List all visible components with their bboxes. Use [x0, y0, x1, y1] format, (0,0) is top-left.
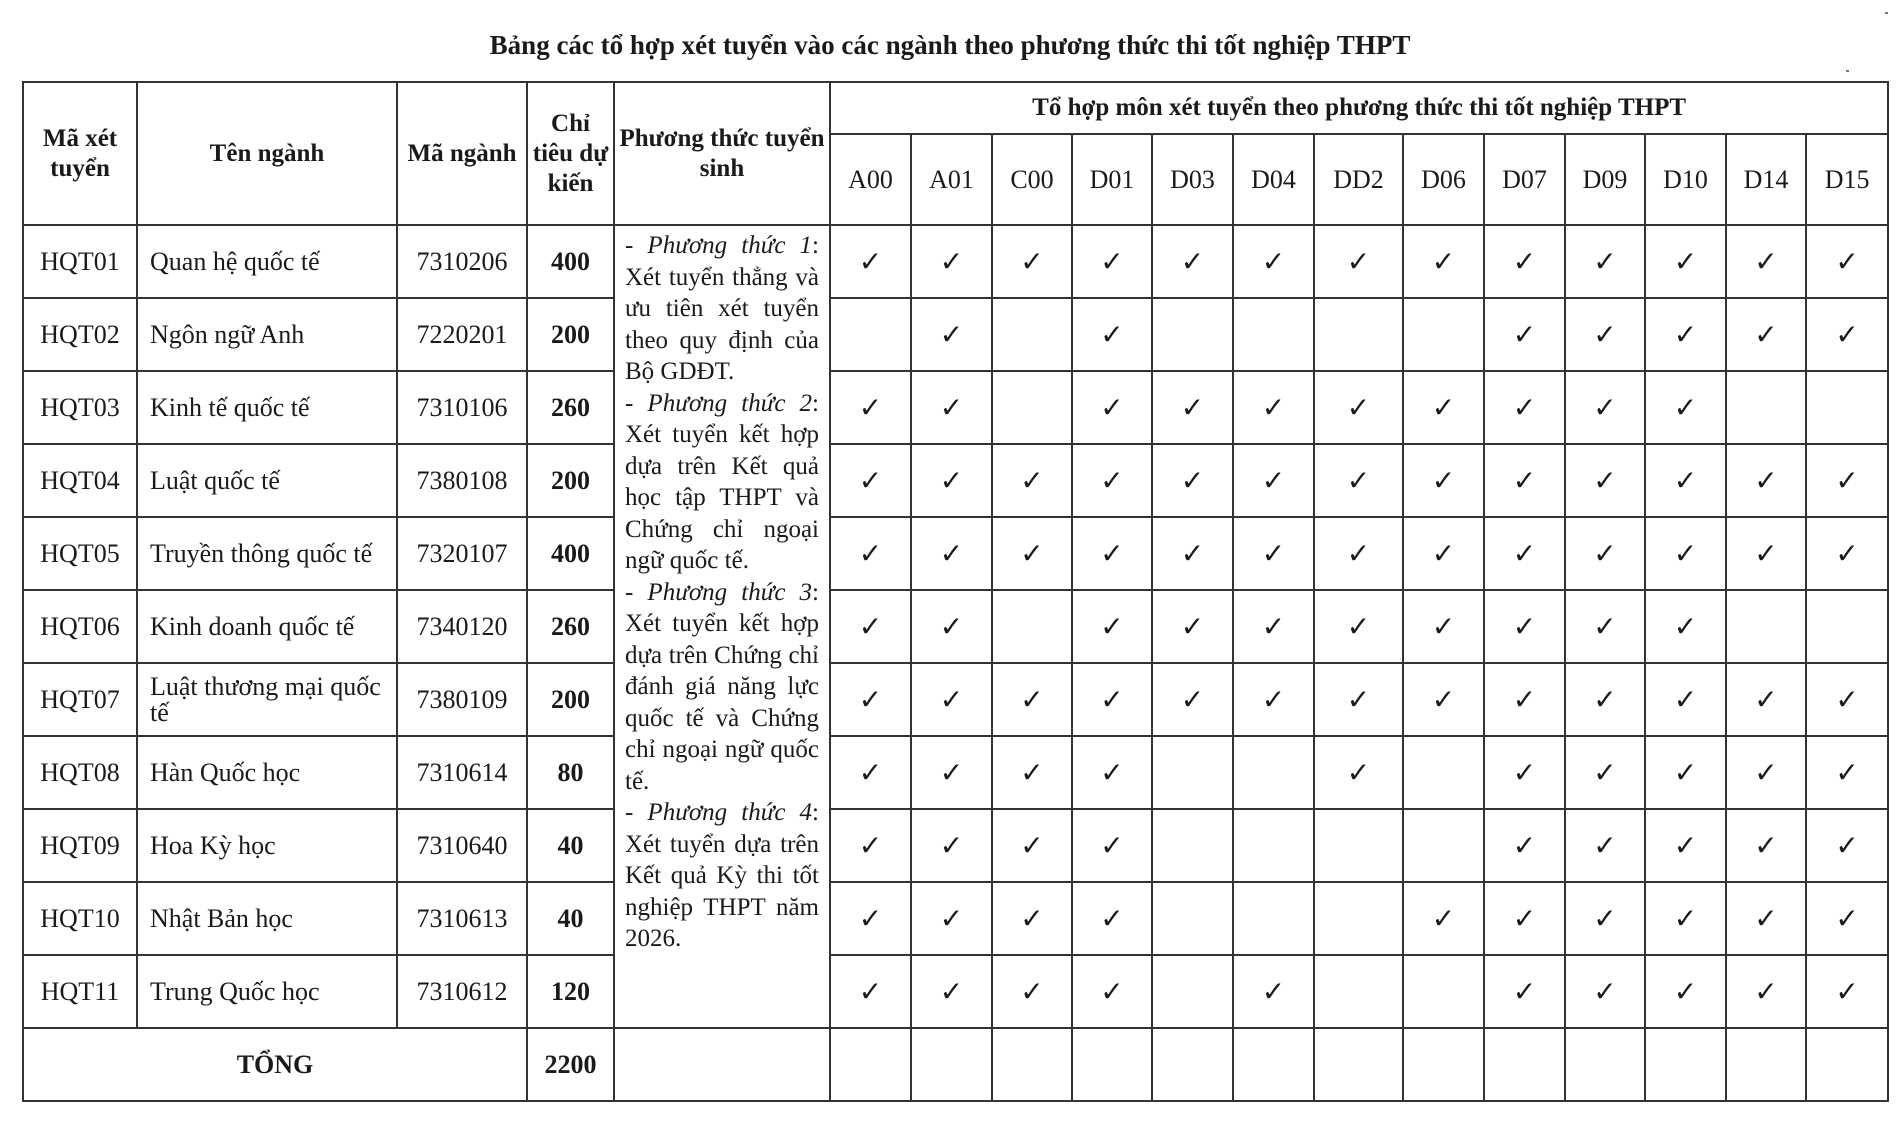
combo-check-cell: ✓	[1152, 225, 1233, 298]
combo-check-cell: ✓	[1645, 444, 1726, 517]
admission-code-cell: HQT09	[23, 809, 137, 882]
major-name-cell: Kinh doanh quốc tế	[137, 590, 397, 663]
combo-check-cell: ✓	[1565, 955, 1645, 1028]
header-combo-a01: A01	[911, 134, 992, 225]
combo-check-cell: ✓	[1152, 444, 1233, 517]
method-text: : Xét tuyển kết hợp dựa trên Chứng chỉ đánh giá năng lực quốc tế và Chứng chỉ ngoại ngữ quốc tế.	[625, 578, 819, 795]
combo-check-cell: ✓	[1233, 371, 1314, 444]
header-name: Tên ngành	[137, 82, 397, 225]
major-name-cell: Nhật Bản học	[137, 882, 397, 955]
admission-code-cell: HQT01	[23, 225, 137, 298]
combo-check-cell: ✓	[992, 517, 1072, 590]
combo-check-cell: ✓	[1403, 517, 1484, 590]
combo-check-cell: ✓	[1484, 955, 1565, 1028]
header-combo-dd2: DD2	[1314, 134, 1403, 225]
admission-code-cell: HQT02	[23, 298, 137, 371]
method-item	[625, 797, 819, 955]
major-code-cell: 7310613	[397, 882, 527, 955]
combo-check-cell	[1403, 809, 1484, 882]
header-combo-d10: D10	[1645, 134, 1726, 225]
empty-cell	[614, 1028, 830, 1101]
combo-check-cell: ✓	[1072, 882, 1152, 955]
combo-check-cell: ✓	[911, 663, 992, 736]
combo-check-cell: ✓	[1565, 517, 1645, 590]
combo-check-cell: ✓	[1403, 882, 1484, 955]
combo-check-cell: ✓	[1806, 809, 1888, 882]
combo-check-cell: ✓	[1233, 225, 1314, 298]
combo-check-cell: ✓	[1403, 225, 1484, 298]
combo-check-cell: ✓	[1314, 517, 1403, 590]
empty-cell	[830, 1028, 911, 1101]
combo-check-cell: ✓	[1314, 371, 1403, 444]
combo-check-cell: ✓	[1806, 736, 1888, 809]
combo-check-cell: ✓	[1806, 298, 1888, 371]
header-combo-c00: C00	[992, 134, 1072, 225]
combo-check-cell: ✓	[911, 371, 992, 444]
combo-check-cell	[992, 371, 1072, 444]
combo-check-cell: ✓	[1484, 809, 1565, 882]
combo-check-cell: ✓	[1645, 882, 1726, 955]
combo-check-cell	[1152, 882, 1233, 955]
combo-check-cell: ✓	[1565, 298, 1645, 371]
major-name-cell: Luật quốc tế	[137, 444, 397, 517]
empty-cell	[1806, 1028, 1888, 1101]
table-title: Bảng các tổ hợp xét tuyển vào các ngành theo phương thức thi tốt nghiệp THPT	[489, 30, 1411, 60]
header-combo-d06: D06	[1403, 134, 1484, 225]
table-row	[23, 882, 1888, 955]
quota-cell: 400	[527, 225, 614, 298]
major-code-cell: 7310206	[397, 225, 527, 298]
scan-speck	[1885, 12, 1888, 14]
combo-check-cell: ✓	[1314, 736, 1403, 809]
combo-check-cell: ✓	[1565, 225, 1645, 298]
combo-check-cell: ✓	[1806, 882, 1888, 955]
combo-check-cell: ✓	[1403, 444, 1484, 517]
combo-check-cell: ✓	[1484, 444, 1565, 517]
combo-check-cell: ✓	[1072, 955, 1152, 1028]
combo-check-cell: ✓	[1403, 590, 1484, 663]
combo-check-cell: ✓	[1565, 736, 1645, 809]
combo-check-cell: ✓	[1726, 736, 1806, 809]
combo-check-cell: ✓	[1314, 590, 1403, 663]
major-name-cell: Ngôn ngữ Anh	[137, 298, 397, 371]
combo-check-cell	[992, 590, 1072, 663]
quota-cell: 120	[527, 955, 614, 1028]
major-name-cell: Hàn Quốc học	[137, 736, 397, 809]
combo-check-cell: ✓	[1072, 371, 1152, 444]
combo-check-cell: ✓	[992, 955, 1072, 1028]
empty-cell	[1233, 1028, 1314, 1101]
combo-check-cell	[1314, 955, 1403, 1028]
admission-code-cell: HQT03	[23, 371, 137, 444]
combo-check-cell: ✓	[1484, 371, 1565, 444]
quota-cell: 200	[527, 663, 614, 736]
quota-cell: 260	[527, 371, 614, 444]
combo-check-cell	[1314, 882, 1403, 955]
major-name-cell: Hoa Kỳ học	[137, 809, 397, 882]
combo-check-cell: ✓	[1645, 955, 1726, 1028]
combo-check-cell: ✓	[992, 663, 1072, 736]
admission-code-cell: HQT08	[23, 736, 137, 809]
combo-check-cell	[1233, 882, 1314, 955]
combo-check-cell: ✓	[1072, 809, 1152, 882]
total-label: TỔNG	[23, 1028, 527, 1101]
combo-check-cell	[1806, 371, 1888, 444]
combo-check-cell: ✓	[1072, 225, 1152, 298]
combo-check-cell	[1314, 809, 1403, 882]
combo-check-cell: ✓	[992, 809, 1072, 882]
header-combo-d04: D04	[1233, 134, 1314, 225]
combo-check-cell	[1233, 809, 1314, 882]
combo-check-cell: ✓	[830, 225, 911, 298]
combo-check-cell: ✓	[911, 444, 992, 517]
combo-check-cell: ✓	[1072, 736, 1152, 809]
admission-code-cell: HQT11	[23, 955, 137, 1028]
combo-check-cell: ✓	[830, 809, 911, 882]
table-row	[23, 590, 1888, 663]
total-row	[23, 1028, 1888, 1101]
admission-combinations-table	[22, 81, 1889, 1102]
combo-check-cell: ✓	[1726, 298, 1806, 371]
combo-check-cell: ✓	[1403, 371, 1484, 444]
quota-cell: 40	[527, 809, 614, 882]
combo-check-cell	[1233, 298, 1314, 371]
combo-check-cell: ✓	[1152, 517, 1233, 590]
combo-check-cell: ✓	[1726, 444, 1806, 517]
empty-cell	[1072, 1028, 1152, 1101]
combo-check-cell: ✓	[1565, 882, 1645, 955]
combo-check-cell	[1152, 736, 1233, 809]
combo-check-cell: ✓	[1072, 298, 1152, 371]
combo-check-cell: ✓	[1152, 371, 1233, 444]
combo-check-cell: ✓	[911, 590, 992, 663]
combo-check-cell: ✓	[911, 882, 992, 955]
table-row	[23, 955, 1888, 1028]
combo-check-cell: ✓	[1233, 517, 1314, 590]
quota-cell: 260	[527, 590, 614, 663]
combo-check-cell: ✓	[1233, 663, 1314, 736]
major-code-cell: 7220201	[397, 298, 527, 371]
combo-check-cell: ✓	[1645, 225, 1726, 298]
quota-cell: 400	[527, 517, 614, 590]
empty-cell	[992, 1028, 1072, 1101]
method-text: : Xét tuyển dựa trên Kết quả Kỳ thi tốt nghiệp THPT năm 2026.	[625, 799, 819, 952]
header-combo-a00: A00	[830, 134, 911, 225]
admission-code-cell: HQT04	[23, 444, 137, 517]
table-row	[23, 298, 1888, 371]
combo-check-cell: ✓	[1645, 371, 1726, 444]
combo-check-cell	[1726, 371, 1806, 444]
combo-check-cell: ✓	[1233, 444, 1314, 517]
table-row	[23, 809, 1888, 882]
method-item	[625, 577, 819, 798]
table-row	[23, 371, 1888, 444]
empty-cell	[1565, 1028, 1645, 1101]
combo-check-cell: ✓	[830, 882, 911, 955]
empty-cell	[1645, 1028, 1726, 1101]
combo-check-cell: ✓	[911, 225, 992, 298]
header-combo-d01: D01	[1072, 134, 1152, 225]
table-row	[23, 444, 1888, 517]
table-row	[23, 736, 1888, 809]
combo-check-cell	[1152, 955, 1233, 1028]
major-code-cell: 7310640	[397, 809, 527, 882]
combo-check-cell: ✓	[1806, 955, 1888, 1028]
admission-code-cell: HQT05	[23, 517, 137, 590]
combo-check-cell: ✓	[1726, 663, 1806, 736]
method-label: - Phương thức 4	[625, 799, 813, 826]
combo-check-cell: ✓	[1645, 736, 1726, 809]
major-name-cell: Truyền thông quốc tế	[137, 517, 397, 590]
major-code-cell: 7310612	[397, 955, 527, 1028]
combo-check-cell: ✓	[830, 444, 911, 517]
combo-check-cell: ✓	[830, 736, 911, 809]
header-combo-d03: D03	[1152, 134, 1233, 225]
combo-check-cell: ✓	[1484, 882, 1565, 955]
combo-check-cell	[1233, 736, 1314, 809]
method-label: - Phương thức 2	[625, 389, 813, 417]
quota-cell: 40	[527, 882, 614, 955]
method-label: - Phương thức 1	[625, 232, 813, 259]
combo-check-cell: ✓	[1072, 444, 1152, 517]
empty-cell	[1403, 1028, 1484, 1101]
combo-check-cell: ✓	[1806, 517, 1888, 590]
combo-check-cell: ✓	[1565, 663, 1645, 736]
combo-check-cell: ✓	[1484, 225, 1565, 298]
combo-check-cell: ✓	[911, 517, 992, 590]
combo-check-cell: ✓	[992, 444, 1072, 517]
quota-cell: 80	[527, 736, 614, 809]
combo-check-cell: ✓	[1152, 663, 1233, 736]
major-name-cell: Kinh tế quốc tế	[137, 371, 397, 444]
major-name-cell: Trung Quốc học	[137, 955, 397, 1028]
combo-check-cell: ✓	[830, 663, 911, 736]
combo-check-cell: ✓	[1403, 663, 1484, 736]
combo-check-cell: ✓	[911, 736, 992, 809]
combo-check-cell	[1152, 298, 1233, 371]
table-row	[23, 517, 1888, 590]
combo-check-cell: ✓	[1645, 517, 1726, 590]
combo-check-cell: ✓	[1806, 225, 1888, 298]
combo-check-cell	[1403, 298, 1484, 371]
combo-check-cell: ✓	[1645, 663, 1726, 736]
method-item	[625, 388, 819, 577]
combo-check-cell: ✓	[1233, 955, 1314, 1028]
combo-check-cell: ✓	[1726, 517, 1806, 590]
table-row	[23, 663, 1888, 736]
major-code-cell: 7320107	[397, 517, 527, 590]
major-code-cell: 7380108	[397, 444, 527, 517]
empty-cell	[1484, 1028, 1565, 1101]
combo-check-cell: ✓	[830, 517, 911, 590]
combo-check-cell: ✓	[1565, 371, 1645, 444]
header-combo-group: Tổ hợp môn xét tuyển theo phương thức thi tốt nghiệp THPT	[830, 82, 1888, 134]
header-combo-d07: D07	[1484, 134, 1565, 225]
combo-check-cell: ✓	[1565, 444, 1645, 517]
scan-speck	[1846, 70, 1849, 72]
combo-check-cell: ✓	[1233, 590, 1314, 663]
combo-check-cell: ✓	[992, 882, 1072, 955]
combo-check-cell: ✓	[1072, 517, 1152, 590]
combo-check-cell: ✓	[1484, 736, 1565, 809]
combo-check-cell: ✓	[992, 736, 1072, 809]
table-row	[23, 225, 1888, 298]
combo-check-cell: ✓	[1565, 590, 1645, 663]
empty-cell	[1314, 1028, 1403, 1101]
combo-check-cell	[992, 298, 1072, 371]
admission-code-cell: HQT06	[23, 590, 137, 663]
combo-check-cell: ✓	[1484, 663, 1565, 736]
combo-check-cell	[1403, 736, 1484, 809]
header-quota: Chỉ tiêu dự kiến	[527, 82, 614, 225]
combo-check-cell	[1726, 590, 1806, 663]
admission-methods-cell	[614, 225, 830, 1028]
empty-cell	[911, 1028, 992, 1101]
admission-code-cell: HQT07	[23, 663, 137, 736]
empty-cell	[1152, 1028, 1233, 1101]
header-major-code: Mã ngành	[397, 82, 527, 225]
combo-check-cell	[830, 298, 911, 371]
header-combo-d09: D09	[1565, 134, 1645, 225]
combo-check-cell: ✓	[1645, 809, 1726, 882]
combo-check-cell: ✓	[1726, 225, 1806, 298]
combo-check-cell: ✓	[1726, 955, 1806, 1028]
combo-check-cell: ✓	[1726, 882, 1806, 955]
combo-check-cell: ✓	[830, 590, 911, 663]
combo-check-cell: ✓	[1565, 809, 1645, 882]
admission-code-cell: HQT10	[23, 882, 137, 955]
header-method: Phương thức tuyển sinh	[614, 82, 830, 225]
combo-check-cell: ✓	[992, 225, 1072, 298]
combo-check-cell: ✓	[911, 955, 992, 1028]
combo-check-cell: ✓	[911, 298, 992, 371]
combo-check-cell: ✓	[1806, 444, 1888, 517]
combo-check-cell: ✓	[1806, 663, 1888, 736]
total-quota: 2200	[527, 1028, 614, 1101]
major-code-cell: 7380109	[397, 663, 527, 736]
major-name-cell: Quan hệ quốc tế	[137, 225, 397, 298]
combo-check-cell: ✓	[1072, 590, 1152, 663]
combo-check-cell	[1152, 809, 1233, 882]
header-combo-d14: D14	[1726, 134, 1806, 225]
major-name-cell: Luật thương mại quốc tế	[137, 663, 397, 736]
major-code-cell: 7310614	[397, 736, 527, 809]
combo-check-cell: ✓	[1645, 298, 1726, 371]
method-label: - Phương thức 3	[625, 578, 813, 606]
combo-check-cell: ✓	[1484, 517, 1565, 590]
combo-check-cell: ✓	[911, 809, 992, 882]
major-code-cell: 7310106	[397, 371, 527, 444]
method-text: : Xét tuyển thẳng và ưu tiên xét tuyển theo quy định của Bộ GDĐT.	[625, 232, 819, 385]
quota-cell: 200	[527, 444, 614, 517]
combo-check-cell: ✓	[1645, 590, 1726, 663]
combo-check-cell	[1314, 298, 1403, 371]
method-item	[625, 230, 819, 388]
combo-check-cell	[1806, 590, 1888, 663]
combo-check-cell: ✓	[1484, 298, 1565, 371]
header-code: Mã xét tuyển	[23, 82, 137, 225]
empty-cell	[1726, 1028, 1806, 1101]
combo-check-cell: ✓	[1314, 225, 1403, 298]
combo-check-cell: ✓	[1314, 444, 1403, 517]
combo-check-cell: ✓	[1484, 590, 1565, 663]
combo-check-cell: ✓	[1072, 663, 1152, 736]
combo-check-cell: ✓	[1314, 663, 1403, 736]
header-combo-d15: D15	[1806, 134, 1888, 225]
combo-check-cell: ✓	[830, 955, 911, 1028]
combo-check-cell	[1403, 955, 1484, 1028]
method-text: : Xét tuyển kết hợp dựa trên Kết quả học tập THPT và Chứng chỉ ngoại ngữ quốc tế.	[625, 389, 819, 574]
major-code-cell: 7340120	[397, 590, 527, 663]
combo-check-cell: ✓	[1726, 809, 1806, 882]
quota-cell: 200	[527, 298, 614, 371]
combo-check-cell: ✓	[1152, 590, 1233, 663]
combo-check-cell: ✓	[830, 371, 911, 444]
